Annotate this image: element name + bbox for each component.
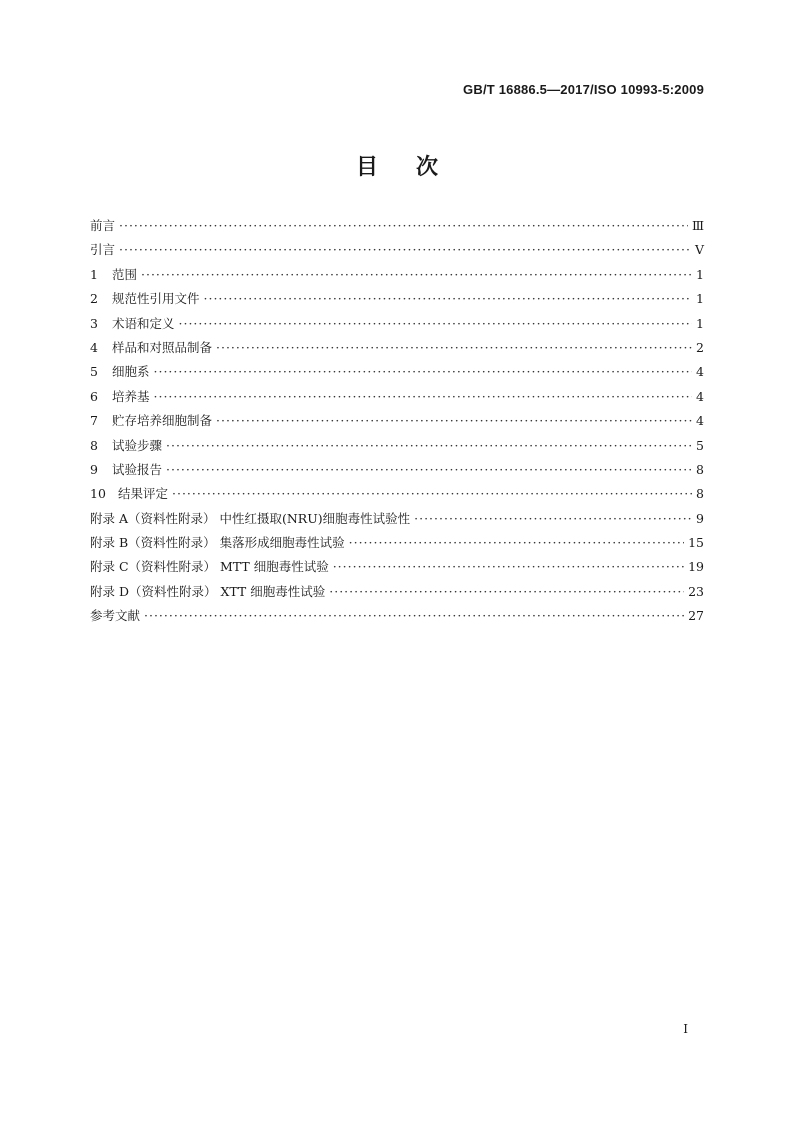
toc-entry-page: 1: [696, 266, 704, 282]
toc-entry-number: 5: [90, 364, 98, 380]
dot-leader: [154, 389, 693, 404]
toc-entry-label: 培养基: [112, 388, 150, 404]
toc-entry-page: 27: [688, 608, 704, 624]
toc-entry-3[interactable]: [90, 314, 704, 338]
toc-entry-label: 规范性引用文件: [112, 291, 200, 307]
dot-leader: [172, 486, 692, 501]
toc-entry-number: 9: [90, 461, 98, 477]
toc-entry-label: 术语和定义: [112, 315, 175, 331]
toc-entry-page: 9: [696, 510, 704, 526]
toc-entry-number: 10: [90, 486, 106, 502]
toc-entry-label: 引言: [90, 242, 116, 258]
table-of-contents: [90, 216, 704, 631]
toc-entry-label: 附录 C（资料性附录） MTT 细胞毒性试验: [90, 559, 329, 575]
dot-leader: [144, 608, 684, 623]
toc-entry-bibliography[interactable]: [90, 606, 704, 630]
toc-entry-page: 5: [696, 437, 704, 453]
toc-title-char-2: 次: [416, 155, 439, 180]
toc-entry-page: 2: [696, 339, 704, 355]
toc-entry-label: 范围: [112, 266, 138, 282]
toc-entry-10[interactable]: [90, 484, 704, 508]
dot-leader: [166, 438, 692, 453]
toc-entry-page: V: [694, 242, 704, 258]
toc-entry-annex-b[interactable]: [90, 533, 704, 557]
dot-leader: [329, 584, 684, 599]
toc-entry-page: Ⅲ: [691, 218, 704, 233]
toc-title-char-1: 目: [355, 155, 378, 180]
toc-entry-label: 附录 B（资料性附录） 集落形成细胞毒性试验: [90, 535, 345, 551]
dot-leader: [414, 511, 692, 526]
toc-title: [0, 150, 794, 181]
toc-entry-label: 附录 D（资料性附录） XTT 细胞毒性试验: [90, 583, 326, 599]
toc-entry-page: 8: [696, 461, 704, 477]
toc-entry-label: 结果评定: [118, 486, 169, 502]
toc-entry-6[interactable]: [90, 387, 704, 411]
toc-entry-page: 1: [696, 315, 704, 331]
toc-entry-number: 3: [90, 315, 98, 331]
dot-leader: [141, 267, 692, 282]
toc-entry-page: 19: [688, 559, 704, 575]
toc-entry-page: 8: [696, 486, 704, 502]
toc-entry-label: 细胞系: [112, 364, 150, 380]
toc-entry-5[interactable]: [90, 362, 704, 386]
toc-entry-page: 1: [696, 291, 704, 307]
toc-entry-label: 试验报告: [112, 461, 163, 477]
toc-entry-annex-c[interactable]: [90, 557, 704, 581]
toc-entry-number: 6: [90, 388, 98, 404]
toc-entry-label: 前言: [90, 218, 116, 233]
toc-entry-page: 15: [688, 535, 704, 551]
toc-entry-7[interactable]: [90, 411, 704, 435]
toc-entry-annex-a[interactable]: [90, 509, 704, 533]
toc-entry-foreword[interactable]: [90, 216, 704, 240]
toc-entry-label: 贮存培养细胞制备: [112, 413, 213, 429]
dot-leader: [166, 462, 692, 477]
dot-leader: [204, 291, 693, 306]
toc-entry-label: 样品和对照品制备: [112, 339, 213, 355]
toc-entry-number: 8: [90, 437, 98, 453]
toc-entry-1[interactable]: [90, 265, 704, 289]
toc-entry-label: 附录 A（资料性附录） 中性红摄取(NRU)细胞毒性试验性: [90, 510, 411, 526]
toc-entry-number: 7: [90, 413, 98, 429]
page-number: I: [683, 1022, 688, 1036]
toc-entry-number: 2: [90, 291, 98, 307]
dot-leader: [119, 242, 691, 257]
toc-entry-page: 4: [696, 413, 704, 429]
toc-entry-8[interactable]: [90, 436, 704, 460]
dot-leader: [216, 340, 692, 355]
toc-entry-number: 1: [90, 266, 98, 282]
standard-code: GB/T 16886.5—2017/ISO 10993-5:2009: [463, 82, 704, 97]
toc-entry-number: 4: [90, 339, 98, 355]
dot-leader: [349, 535, 684, 550]
toc-entry-page: 4: [696, 388, 704, 404]
dot-leader: [119, 218, 688, 233]
toc-entry-4[interactable]: [90, 338, 704, 362]
dot-leader: [216, 413, 692, 428]
toc-entry-page: 23: [688, 583, 704, 599]
dot-leader: [154, 364, 693, 379]
toc-entry-label: 参考文献: [90, 608, 141, 624]
toc-entry-9[interactable]: [90, 460, 704, 484]
toc-entry-2[interactable]: [90, 289, 704, 313]
toc-entry-annex-d[interactable]: [90, 582, 704, 606]
dot-leader: [179, 316, 693, 331]
toc-entry-introduction[interactable]: [90, 240, 704, 264]
toc-entry-page: 4: [696, 364, 704, 380]
dot-leader: [333, 559, 684, 574]
toc-entry-label: 试验步骤: [112, 437, 163, 453]
